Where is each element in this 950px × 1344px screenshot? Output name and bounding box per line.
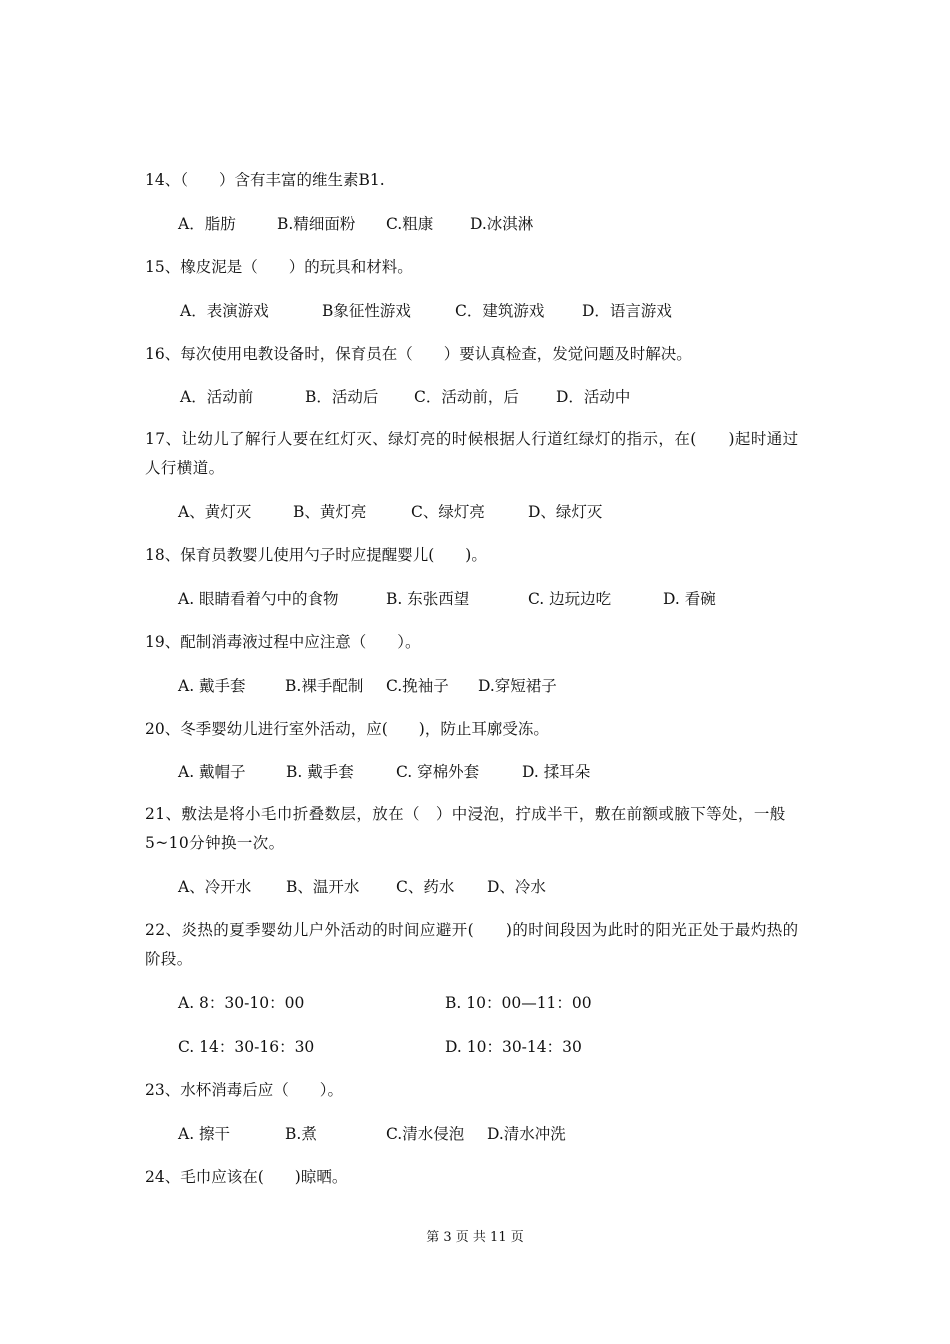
question-19-option-d: D.穿短裙子 <box>478 677 557 695</box>
question-23-option-d: D.清水冲洗 <box>487 1125 566 1143</box>
question-15-stem: 15、橡皮泥是（ ）的玩具和材料。 <box>145 258 413 276</box>
question-20-stem: 20、冬季婴幼儿进行室外活动，应( )，防止耳廓受冻。 <box>145 720 549 738</box>
question-23-option-c: C.清水侵泡 <box>386 1125 465 1143</box>
question-14-option-d: D.冰淇淋 <box>470 215 534 233</box>
question-23-option-a: A. 擦干 <box>178 1125 231 1143</box>
question-16-option-a: A．活动前 <box>180 388 254 406</box>
question-21-option-b: B、温开水 <box>286 878 360 896</box>
question-16-option-d: D．活动中 <box>556 388 631 406</box>
question-23-option-b: B.煮 <box>285 1125 317 1143</box>
question-18-stem: 18、保育员教婴儿使用勺子时应提醒婴儿( )。 <box>145 546 487 564</box>
question-14-option-c: C.粗康 <box>386 215 434 233</box>
question-22-option-d: D. 10：30-14：30 <box>445 1038 582 1056</box>
question-18-option-a: A. 眼睛看着勺中的食物 <box>178 590 339 608</box>
question-21-option-c: C、药水 <box>396 878 455 896</box>
question-18-option-b: B. 东张西望 <box>386 590 470 608</box>
question-15-option-d: D．语言游戏 <box>582 302 672 320</box>
question-22-option-b: B. 10：00—11：00 <box>445 994 592 1012</box>
question-24-stem: 24、毛巾应该在( )晾晒。 <box>145 1168 348 1186</box>
question-16-option-c: C．活动前，后 <box>414 388 519 406</box>
question-16-stem: 16、每次使用电教设备时，保育员在（ ）要认真检查，发觉问题及时解决。 <box>145 345 692 363</box>
question-15-option-b: B象征性游戏 <box>322 302 411 320</box>
question-14-option-a: A．脂肪 <box>178 215 236 233</box>
question-17-option-c: C、绿灯亮 <box>411 503 485 521</box>
question-21-option-a: A、冷开水 <box>178 878 252 896</box>
page-number-footer: 第 3 页 共 11 页 <box>426 1230 524 1245</box>
question-17-stem: 17、让幼儿了解行人要在红灯灭、绿灯亮的时候根据人行道红绿灯的指示，在( )起时通过人行横道。 <box>145 430 799 477</box>
question-21-stem: 21、敷法是将小毛巾折叠数层，放在（ ）中浸泡，拧成半干，敷在前额或腋下等处，一般5~10分钟换一次。 <box>145 805 786 852</box>
question-19-option-c: C.挽袖子 <box>386 677 449 695</box>
question-23-stem: 23、水杯消毒后应（ ）。 <box>145 1081 343 1099</box>
question-19-option-b: B.裸手配制 <box>285 677 364 695</box>
question-18-option-c: C. 边玩边吃 <box>528 590 612 608</box>
question-20-option-c: C. 穿棉外套 <box>396 763 480 781</box>
question-20-option-a: A. 戴帽子 <box>178 763 246 781</box>
question-14-stem: 14、（ ）含有丰富的维生素B1. <box>145 171 385 189</box>
question-17-option-b: B、黄灯亮 <box>293 503 367 521</box>
question-15-option-a: A．表演游戏 <box>180 302 269 320</box>
question-20-option-b: B. 戴手套 <box>286 763 354 781</box>
question-22-option-c: C. 14：30-16：30 <box>178 1038 315 1056</box>
question-19-option-a: A. 戴手套 <box>178 677 246 695</box>
question-14-option-b: B.精细面粉 <box>277 215 356 233</box>
question-21-option-d: D、冷水 <box>487 878 546 896</box>
question-22-stem: 22、炎热的夏季婴幼儿户外活动的时间应避开( )的时间段因为此时的阳光正处于最灼热的阶段。 <box>145 921 799 968</box>
question-17-option-a: A、黄灯灭 <box>178 503 252 521</box>
question-19-stem: 19、配制消毒液过程中应注意（ ）。 <box>145 633 421 651</box>
question-15-option-c: C．建筑游戏 <box>455 302 545 320</box>
question-22-option-a: A. 8：30-10：00 <box>178 994 305 1012</box>
question-17-option-d: D、绿灯灭 <box>528 503 603 521</box>
question-18-option-d: D. 看碗 <box>663 590 716 608</box>
question-20-option-d: D. 揉耳朵 <box>522 763 591 781</box>
question-16-option-b: B．活动后 <box>305 388 379 406</box>
